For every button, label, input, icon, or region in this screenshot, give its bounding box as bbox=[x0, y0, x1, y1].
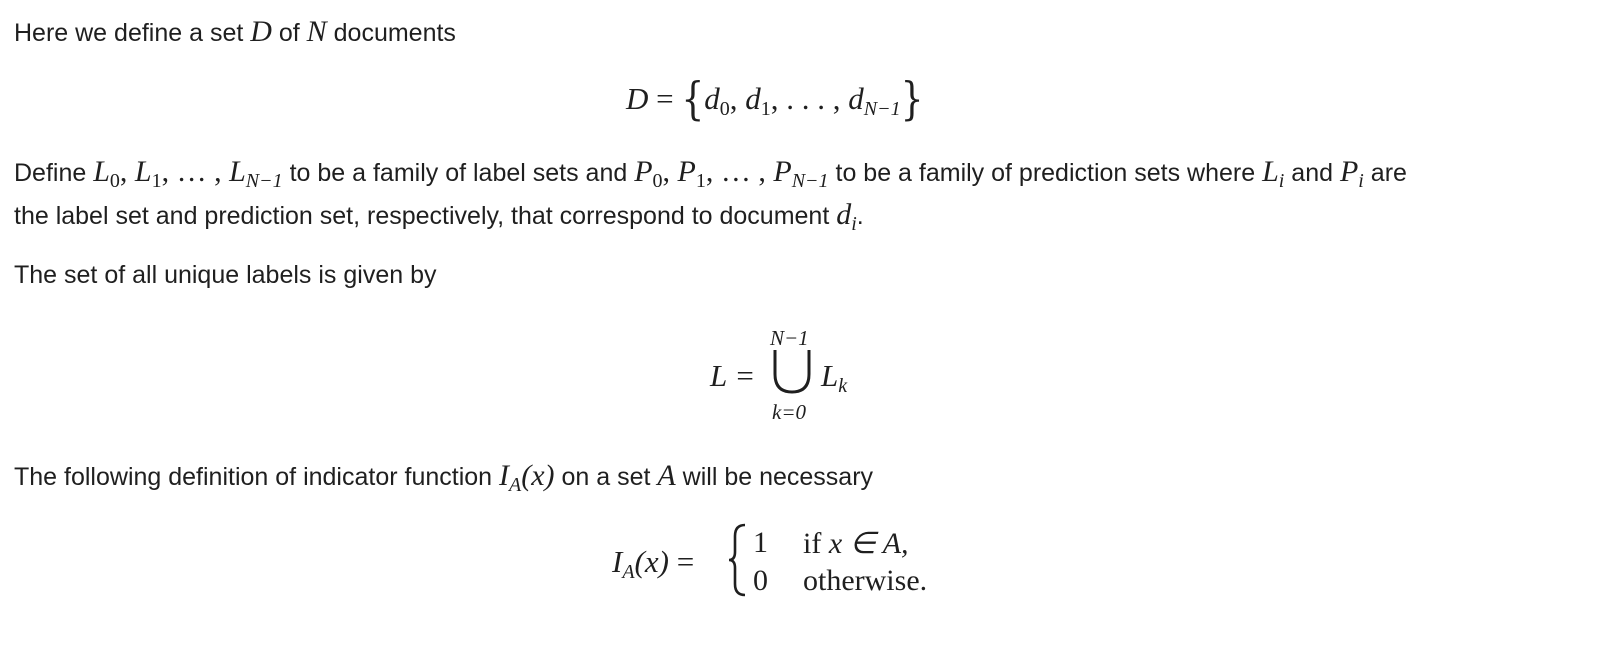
L1-base: L bbox=[134, 155, 152, 188]
LN-sub: N−1 bbox=[245, 170, 283, 192]
dots: , … , bbox=[161, 155, 230, 188]
dn-base: d bbox=[848, 81, 864, 116]
P0-base: P bbox=[634, 155, 653, 188]
math-var-N: N bbox=[306, 15, 327, 48]
paragraph-label-prediction-sets-line2 bbox=[14, 198, 864, 235]
equation-indicator-definition bbox=[612, 520, 952, 600]
equals: = bbox=[676, 544, 695, 579]
equation-union-labels bbox=[710, 322, 910, 432]
text: Define bbox=[14, 159, 94, 187]
open-brace: { bbox=[681, 73, 705, 125]
text: Here we define a set bbox=[14, 19, 251, 47]
math-var-D: D bbox=[250, 15, 272, 48]
di-sub: i bbox=[851, 213, 857, 235]
Li-base: L bbox=[1262, 155, 1279, 188]
Li-sub: i bbox=[1278, 170, 1285, 192]
paragraph-label-prediction-sets-line1 bbox=[14, 155, 1407, 192]
d1-sub: 1 bbox=[760, 98, 771, 120]
IA-base: I bbox=[612, 544, 623, 579]
PN-sub: N−1 bbox=[791, 170, 829, 192]
Pi-base: P bbox=[1339, 155, 1359, 188]
comma: , bbox=[729, 81, 746, 116]
text: The set of all unique labels is given by bbox=[14, 261, 437, 289]
P1-sub: 1 bbox=[695, 170, 706, 192]
I-sub: A bbox=[509, 474, 522, 496]
Pi-sub: i bbox=[1358, 170, 1364, 192]
case2-condition: otherwise. bbox=[803, 564, 928, 597]
ellipsis: , . . . , bbox=[770, 81, 849, 116]
text: and bbox=[1284, 159, 1340, 187]
L0-base: L bbox=[93, 155, 110, 188]
period: . bbox=[856, 202, 864, 230]
di-base: d bbox=[836, 198, 852, 231]
text: of bbox=[271, 19, 307, 47]
L0-sub: 0 bbox=[109, 170, 120, 192]
union-upper-limit: N−1 bbox=[770, 326, 809, 350]
case1-condition bbox=[803, 526, 909, 561]
Lk-sub: k bbox=[838, 375, 848, 397]
union-rhs bbox=[821, 358, 848, 397]
left-curly-brace-icon bbox=[727, 522, 749, 598]
case1-if: if bbox=[803, 527, 829, 560]
dots: , … , bbox=[705, 155, 774, 188]
d0-base: d bbox=[704, 81, 720, 116]
d0-sub: 0 bbox=[719, 98, 730, 120]
text: are bbox=[1363, 159, 1407, 187]
case2-value: 0 bbox=[753, 564, 768, 597]
equation-document-set bbox=[626, 73, 924, 125]
text: to be a family of label sets and bbox=[282, 159, 635, 187]
dn-sub: N−1 bbox=[863, 98, 901, 120]
text: documents bbox=[326, 19, 456, 47]
Lk-base: L bbox=[821, 358, 839, 393]
case1-value: 1 bbox=[753, 526, 768, 559]
d1-base: d bbox=[745, 81, 761, 116]
text: to be a family of prediction sets where bbox=[828, 159, 1263, 187]
paragraph-unique-labels bbox=[14, 263, 436, 288]
paragraph-indicator-function bbox=[14, 459, 874, 496]
sep: , bbox=[662, 155, 678, 188]
PN-base: P bbox=[773, 155, 792, 188]
union-lhs-text: L = bbox=[710, 358, 756, 393]
L1-sub: 1 bbox=[151, 170, 162, 192]
sep: , bbox=[119, 155, 135, 188]
IA-arg: (x) bbox=[634, 544, 669, 579]
text: will be necessary bbox=[675, 463, 874, 491]
text: on a set bbox=[554, 463, 658, 491]
union-lower-limit: k=0 bbox=[772, 400, 806, 424]
I-base: I bbox=[499, 459, 510, 492]
union-lhs bbox=[710, 358, 755, 394]
close-brace: } bbox=[900, 73, 924, 125]
text: The following definition of indicator function bbox=[14, 463, 500, 491]
indicator-lhs bbox=[612, 544, 695, 583]
text: the label set and prediction set, respectively, that correspond to document bbox=[14, 202, 837, 230]
LN-base: L bbox=[229, 155, 246, 188]
math-var-A: A bbox=[657, 459, 676, 492]
IA-sub: A bbox=[622, 561, 635, 583]
eq-equals: = bbox=[656, 81, 674, 116]
P1-base: P bbox=[677, 155, 696, 188]
eq-lhs: D bbox=[626, 81, 649, 116]
P0-sub: 0 bbox=[652, 170, 663, 192]
case1-expr: x ∈ A, bbox=[828, 527, 909, 560]
I-arg: (x) bbox=[521, 459, 555, 492]
paragraph-define-documents bbox=[14, 17, 456, 47]
big-union-icon bbox=[770, 348, 814, 396]
